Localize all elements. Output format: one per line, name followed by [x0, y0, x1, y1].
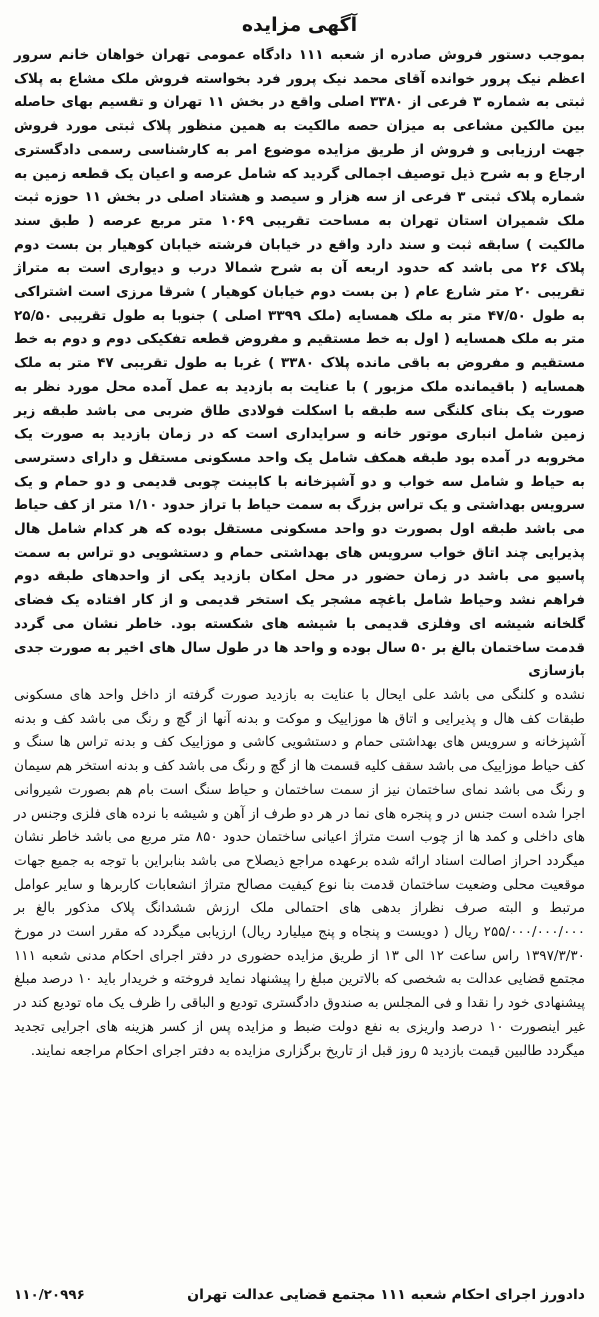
- notice-reference-code: ۱۱۰/۲۰۹۹۶: [14, 1287, 85, 1303]
- notice-paragraph-1: بموجب دستور فروش صادره از شعبه ۱۱۱ دادگاه عمومی تهران خواهان خانم سرور اعظم نیک پرور خوانده آقای محمد نیک پرور فرد بخواسته فروش ملک مشاع به پلاک ثبتی به شماره ۳ فرعی از ۳۳۸۰ اصلی واقع در بخش ۱۱ تهران و تقسیم بهای حاصله بین مالکین مشاعی به میزان حصه مالکیت به همین منظور پلاک ثبتی مورد فروش جهت ارزیابی و فروش از طریق مزایده موضوع امر به کارشناسی رسمی دادگستری ارجاع و به شرح ذیل توصیف اجمالی گردید که شامل عرصه و اعیان یک قطعه زمین به شماره پلاک ثبتی ۳ فرعی از سه هزار و سیصد و هشتاد اصلی در بخش ۱۱ حوزه ثبت ملک شمیران استان تهران به مساحت تقریبی ۱۰۶۹ متر مربع عرصه ( طبق سند مالکیت ) سابقه ثبت و سند دارد واقع در خیابان فرشته خیابان کوهیار بن بست دوم پلاک ۲۶ می باشد که حدود اربعه آن به شرح شمالا درب و دیواری است به متراژ تقریبی ۲۰ متر شارع عام ( بن بست دوم خیابان کوهیار ) شرقا مرزی است اشتراکی به طول ۴۷/۵۰ متر به ملک همسایه (ملک ۳۳۹۹ اصلی ) جنوبا به طول تقریبی ۲۵/۵۰ متر به ملک همسایه ( اول به خط مستقیم و مفروض قطعه تفکیکی دوم و دوم به خط مستقیم و مفروض به باقی مانده پلاک ۳۳۸۰ ) غربا به طول تقریبی ۴۷ متر به ملک همسایه ( باقیمانده ملک مزبور ) با عنایت به بازدید به عمل آمده محل مورد نظر به صورت یک بنای کلنگی سه طبقه با اسکلت فولادی طاق ضربی می باشد طبقه زیر زمین شامل انباری موتور خانه و سرایداری است که در زمان بازدید به صورت یک مخروبه در آمده بود طبقه همکف شامل یک واحد مسکونی مستقل و دارای دسترسی به حیاط و شامل سه خواب و دو آشپزخانه با کابینت چوبی قدیمی و دو حمام و یک سرویس بهداشتی و یک تراس بزرگ به سمت حیاط با تراز حدود ۱/۱۰ متر از کف حیاط می باشد طبقه اول بصورت دو واحد مسکونی مستقل بوده که هر کدام شامل هال پذیرایی چند اتاق خواب سرویس های بهداشتی حمام و دستشویی دو تراس به سمت پاسیو می باشد در زمان حضور در محل امکان بازدید یکی از واحدهای طبقه دوم فراهم نشد وحیاط شامل باغچه مشجر یک استخر قدیمی و از کار افتاده یک فضای گلخانه شیشه ای وفلزی قدیمی با شیشه های شکسته بود. خاطر نشان می گردد قدمت ساختمان بالغ بر ۵۰ سال بوده و واحد ها در طول سال های اخیر به صورت جدی بازسازی: [14, 47, 586, 680]
- notice-signature: دادورز اجرای احکام شعبه ۱۱۱ مجتمع قضایی عدالت تهران: [187, 1287, 585, 1303]
- notice-title: آگهی مزایده: [241, 14, 358, 36]
- notice-paragraph-2: نشده و کلنگی می باشد علی ایحال با عنایت به بازدید صورت گرفته از داخل واحد های مسکونی طبقات کف هال و پذیرایی و اتاق ها موزاییک و موکت و بدنه آنها از گچ و رنگ می باشد کف و بدنه آشپزخانه و سرویس های بهداشتی حمام و دستشویی کاشی و موزاییک کف و بدنه تراس ها سنگ و کف حیاط موزاییک می باشد سقف کلیه قسمت ها از گچ و رنگ می باشد کف و بدنه استخر هم سیمان و رنگ می باشد نمای ساختمان نیز از سمت ساختمان و حیاط سنگ است بام هم بصورت شیروانی اجرا شده است جنس در و پنجره های نما در هر دو طرف از آهن و شیشه با نرده های فلزی وجنس در های داخلی و کمد ها از چوب است متراژ اعیانی ساختمان حدود ۸۵۰ متر مربع می باشد خاطر نشان میگردد احراز اصالت اسناد ارائه شده برعهده مراجع ذیصلاح می باشد بنابراین با توجه به جمیع جهات موقعیت محلی وضعیت ساختمان قدمت بنا نوع کیفیت مصالح متراژ انشعابات کاربرها و سایر عوامل مرتبط و البته صرف نظراز بدهی های احتمالی ملک ارزش ششدانگ پلاک مذکور بالغ بر ۲۵۵/۰۰۰/۰۰۰/۰۰۰ ریال ( دویست و پنجاه و پنج میلیارد ریال) ارزیابی میگردد که مقرر است در مورخ ۱۳۹۷/۳/۳۰ راس ساعت ۱۲ الی ۱۳ از طریق مزایده حضوری در دفتر اجرای احکام مدنی شعبه ۱۱۱ مجتمع قضایی عدالت به شخصی که بالاترین مبلغ را پیشنهاد نماید فروخته و خریدار باید ۱۰ درصد مبلغ پیشنهادی خود را نقدا و فی المجلس به صندوق دادگستری تودیع و الباقی را ظرف یک ماه تودیع کند در غیر اینصورت ۱۰ درصد واریزی به نفع دولت ضبط و مزایده پس از کسر هزینه های اجرایی تجدید میگردد طالبین قیمت بازدید ۵ روز قبل از تاریخ برگزاری مزایده به دفتر اجرای احکام مراجعه نمایند.: [14, 686, 586, 1059]
- notice-footer: [14, 1285, 585, 1305]
